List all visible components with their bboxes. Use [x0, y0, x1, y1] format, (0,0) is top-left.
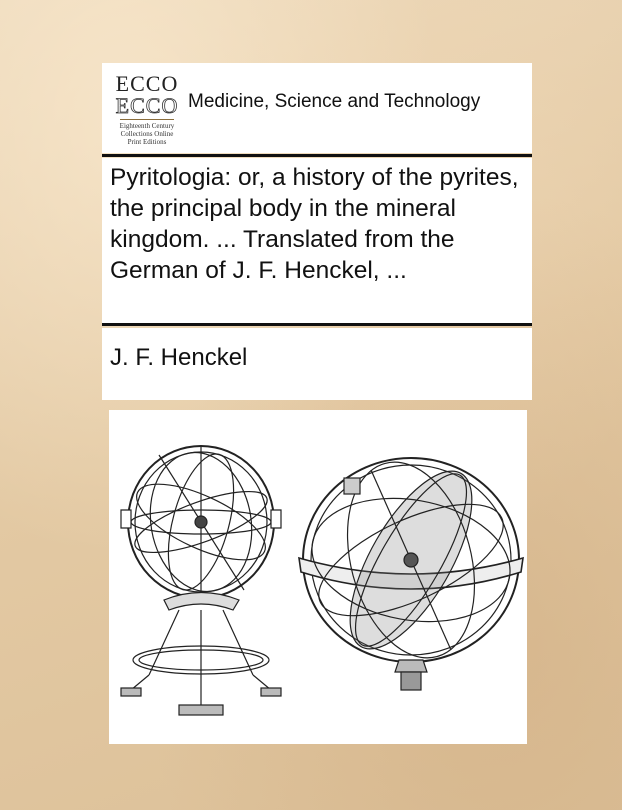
logo-divider [120, 119, 174, 120]
right-armillary-sphere [299, 448, 523, 690]
title-panel [102, 158, 532, 323]
illustration-panel [109, 410, 527, 744]
logo-caption-line-1: Eighteenth Century [119, 122, 175, 130]
logo-letters-top: ECCO [115, 71, 179, 96]
armillary-spheres-illustration [109, 410, 527, 744]
left-armillary-sphere [121, 444, 281, 715]
logo-letters-bottom: ECCO [115, 93, 179, 118]
logo-caption-line-3: Print Editions [127, 138, 167, 146]
header-divider [102, 154, 532, 157]
header-panel [102, 63, 532, 153]
book-title: Pyritologia: or, a history of the pyrites, the principal body in the mineral kingdom. ... Translated from the German of J. F. Henckel, ... [110, 164, 519, 284]
logo-caption-line-2: Collections Online [120, 130, 174, 138]
ecco-logo [112, 71, 182, 147]
collection-name: Medicine, Science and Technology [188, 91, 481, 112]
author-panel [102, 328, 532, 400]
title-divider [102, 323, 532, 326]
book-author: J. F. Henckel [110, 344, 248, 371]
